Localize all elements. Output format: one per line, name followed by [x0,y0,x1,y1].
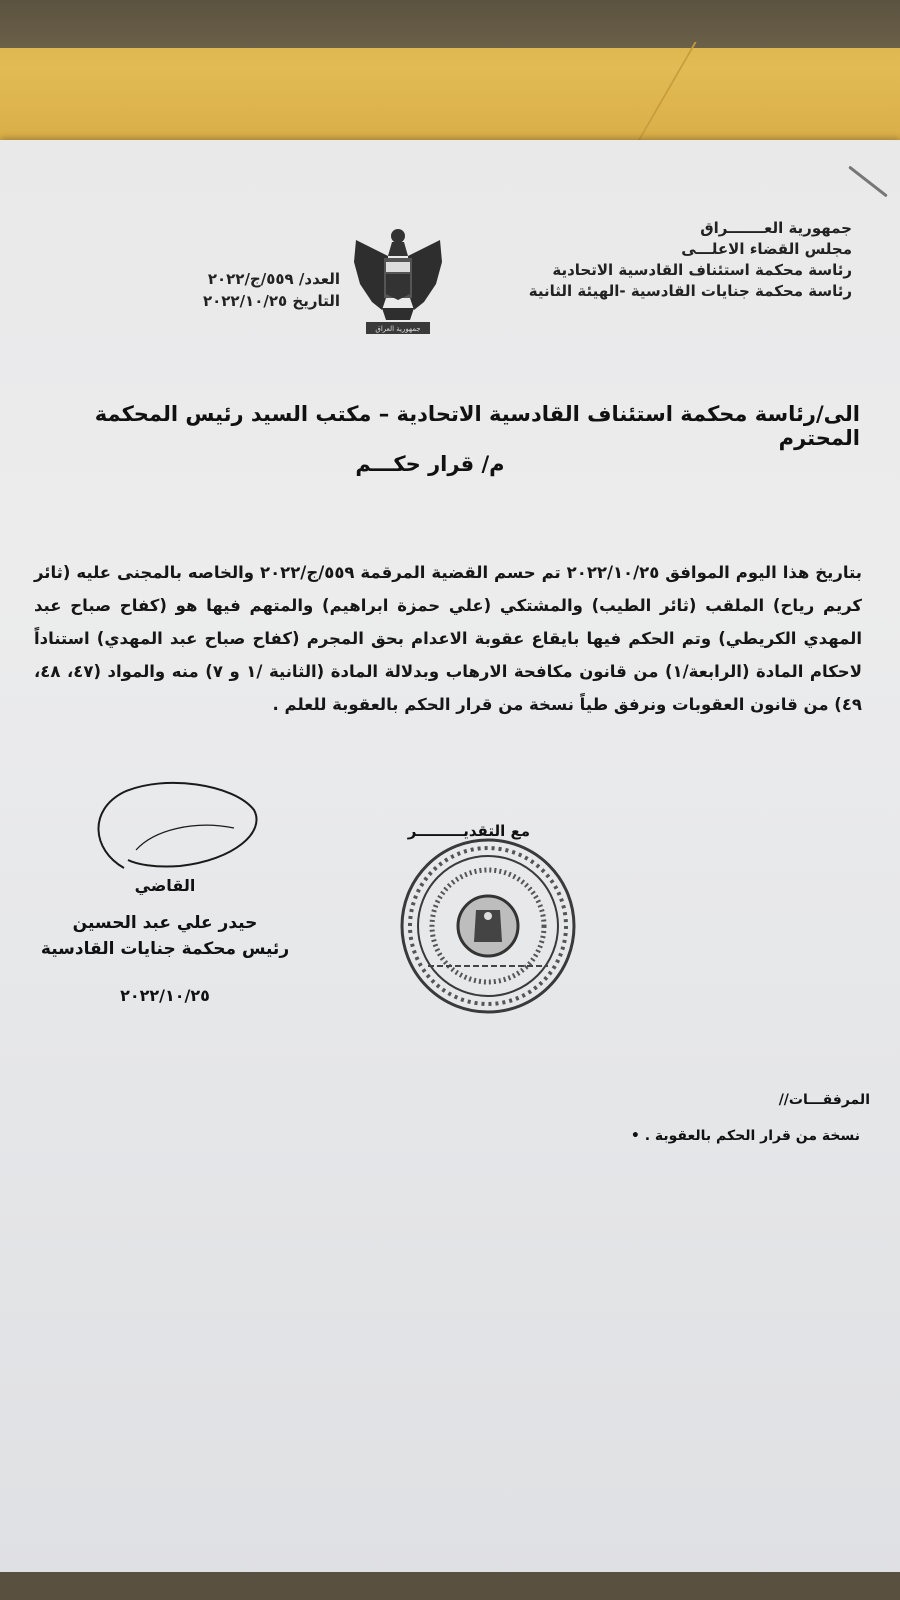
judge-title: القاضي [134,876,196,895]
letterhead-line-1: جمهورية العـــــــراق [700,219,852,237]
attachments-list [560,1128,860,1144]
reference-date: التاريخ ٢٠٢٢/١٠/٢٥ [202,292,340,310]
letterhead-line-4: رئاسة محكمة جنايات القادسية -الهيئة الثانية [528,282,852,300]
court-seal-stamp [398,836,578,1016]
desk-surface [0,0,900,48]
closing-regards: مع التقديـــــــــر [407,822,530,840]
judge-signature-block [40,910,290,962]
attachments-label: المرفقـــات// [778,1092,870,1108]
judge-position: رئيس محكمة جنايات القادسية [40,939,290,959]
judge-name: حيدر علي عبد الحسين [72,913,258,933]
letterhead-institution [432,218,852,302]
reference-number: العدد/ ٥٥٩/ج/٢٠٢٢ [207,270,340,288]
emblem-caption: جمهورية العراق [375,325,421,333]
addressee-line: الى/رئاسة محكمة استئناف القادسية الاتحادية – مكتب السيد رئيس المحكمة المحترم [94,402,860,450]
letter-body: بتاريخ هذا اليوم الموافق ٢٠٢٢/١٠/٢٥ تم حسم القضية المرقمة ٥٥٩/ج/٢٠٢٢ والخاصه بالمجنى عليه (ثائر كريم رياح) الملقب (ثائر الطيب) والمشتكي (علي حمزة ابراهيم) والمتهم فيها هو (كفاح صباح عبد المهدي الكريطي) وتم الحكم فيها بايقاع عقوبة الاعدام بحق المجرم (كفاح صباح عبد المهدي) استناداً لاحكام المادة (الرابعة/١) من قانون مكافحة الارهاب وبدلالة المادة (الثانية /١ و ٧) منه والمواد (٤٧، ٤٨، ٤٩) من قانون العقوبات ونرفق طياً نسخة من قرار الحكم بالعقوبة للعلم . [34,563,862,714]
iraq-eagle-emblem [352,222,444,340]
desk-surface-bottom [0,1572,900,1600]
signature-date: ٢٠٢٢/١٠/٢٥ [120,986,210,1005]
attachment-item: نسخة من قرار الحكم بالعقوبة . • [560,1128,860,1144]
letterhead-line-3: رئاسة محكمة استئناف القادسية الاتحادية [552,261,852,279]
reference-block [150,268,340,312]
subject-line: م/ قرار حكـــم [355,452,505,476]
handwritten-signature [84,780,260,872]
letterhead-line-2: مجلس القضاء الاعلـــى [681,240,852,258]
